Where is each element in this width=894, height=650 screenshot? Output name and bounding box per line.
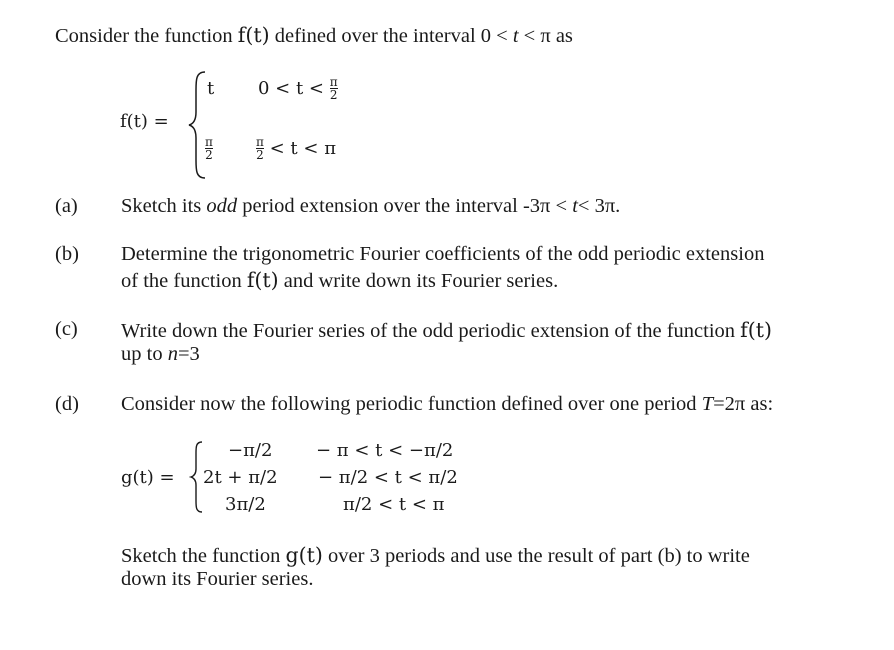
part-a-text: Sketch its odd period extension over the interval -3π < t< 3π. [121, 195, 621, 217]
final-line1: Sketch the function g(t) over 3 periods and use the result of part (b) to write [121, 543, 750, 567]
g-case3-value: 3π/2 [225, 494, 266, 515]
f-case1-condition: 0 < t < $\frac{\pi}{2}$ [258, 75, 338, 102]
g-case1-condition: − π < t < −π/2 [316, 440, 454, 461]
g-case2-value: 2t + π/2 [203, 467, 278, 488]
part-b-label: (b) [55, 243, 79, 265]
f-case2-value [205, 136, 213, 161]
part-c-line1: Write down the Fourier series of the odd periodic extension of the function f(t) [121, 318, 772, 342]
function-f: f(t) [237, 23, 270, 47]
part-a-label: (a) [55, 195, 78, 217]
g-lhs: g(t) = [121, 467, 175, 488]
part-c-label: (c) [55, 318, 78, 340]
part-b-line1: Determine the trigonometric Fourier coefficients of the odd periodic extension [121, 243, 765, 265]
part-c-line2: up to n=3 [121, 343, 200, 365]
part-d-label: (d) [55, 393, 79, 415]
f-lhs: f(t) = [120, 111, 169, 132]
g-case1-value: −π/2 [228, 440, 273, 461]
fraction-pi-over-2: $\frac{\pi}{2}$ [205, 135, 213, 162]
part-d-text: Consider now the following periodic function defined over one period T=2π as: [121, 393, 774, 415]
intro-text: Consider the function f(t) defined over the interval 0 < t < π as [55, 23, 573, 47]
f-case1-value: t [207, 78, 215, 99]
g-case2-condition: − π/2 < t < π/2 [318, 467, 458, 488]
f-case2-condition: $\frac{\pi}{2}$ < t < π [256, 135, 337, 162]
left-brace-icon [187, 70, 209, 180]
fraction-pi-over-2: $\frac{\pi}{2}$ [329, 75, 338, 102]
fraction-pi-over-2: $\frac{\pi}{2}$ [256, 135, 264, 162]
g-case3-condition: π/2 < t < π [343, 494, 445, 515]
part-b-line2: of the function f(t) and write down its Fourier series. [121, 268, 559, 292]
final-line2: down its Fourier series. [121, 568, 314, 590]
